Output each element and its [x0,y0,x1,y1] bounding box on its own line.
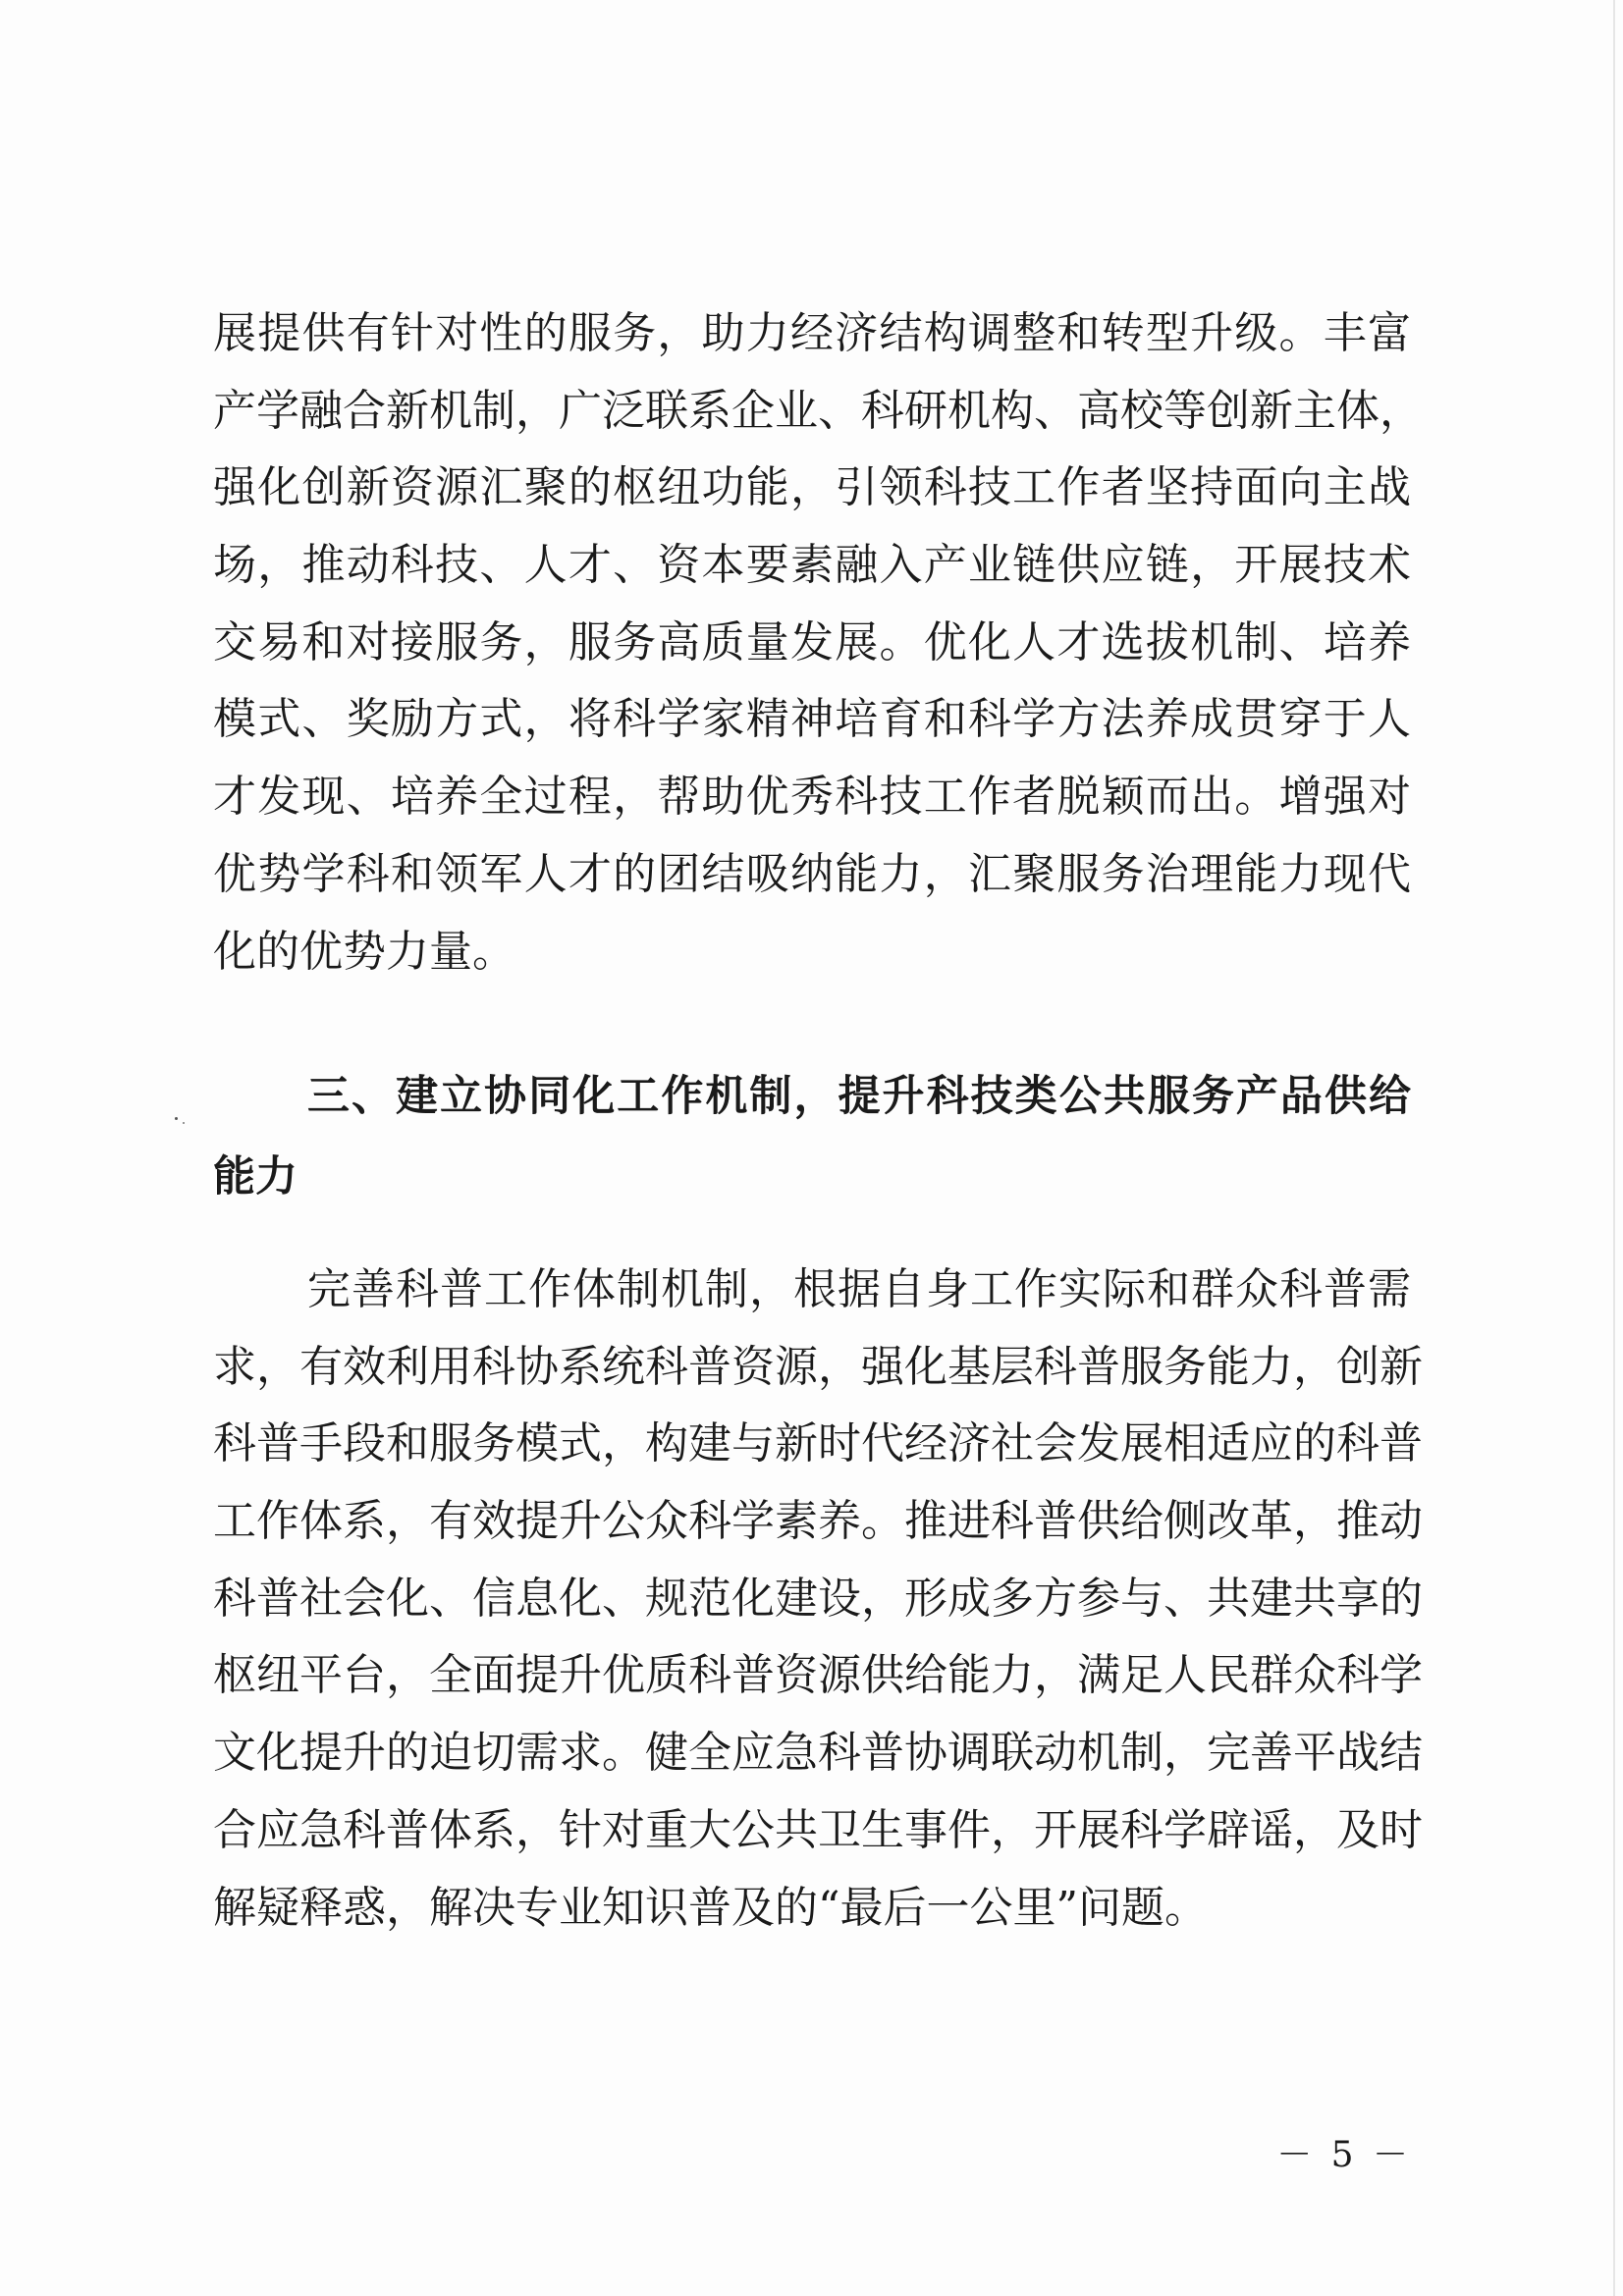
paragraph-line: 展提供有针对性的服务，助力经济结构调整和转型升级。丰富 [213,308,1411,358]
scan-edge-line [1613,0,1615,2296]
heading-line: 三、建立协同化工作机制，提升科技类公共服务产品供给 [307,1072,1411,1121]
section-heading [213,1056,1411,1217]
paragraph-line: 文化提升的迫切需求。健全应急科普协调联动机制，完善平战结 [213,1728,1423,1779]
paragraph-line: 工作体系，有效提升公众科学素养。推进科普供给侧改革，推动 [213,1496,1423,1547]
page-number: － 5 － [1276,2135,1412,2175]
heading-line: 能力 [213,1152,298,1201]
paragraph-line: 枢纽平台，全面提升优质科普资源供给能力，满足人民群众科学 [213,1650,1423,1701]
paragraph-line: 产学融合新机制，广泛联系企业、科研机构、高校等创新主体， [213,385,1423,436]
paragraph-line: 解疑释惑，解决专业知识普及的“最后一公里”问题。 [213,1882,1208,1933]
paragraph-line: 求，有效利用科协系统科普资源，强化基层科普服务能力，创新 [213,1341,1423,1392]
paragraph-line: 科普社会化、信息化、规范化建设，形成多方参与、共建共享的 [213,1573,1423,1624]
paragraph-line: 交易和对接服务，服务高质量发展。优化人才选拔机制、培养 [213,616,1411,667]
paragraph-line: 科普手段和服务模式，构建与新时代经济社会发展相适应的科普 [213,1418,1423,1469]
body-paragraph-2 [213,1252,1423,1947]
body-paragraph-1 [213,295,1423,990]
paragraph-line: 模式、奖励方式，将科学家精神培育和科学方法养成贯穿于人 [213,694,1411,745]
paragraph-line: 完善科普工作体制机制，根据自身工作实际和群众科普需 [307,1264,1411,1314]
paragraph-line: 才发现、培养全过程，帮助优秀科技工作者脱颖而出。增强对 [213,772,1411,823]
paragraph-line: 化的优势力量。 [213,926,515,977]
scan-speck [183,1122,185,1124]
paragraph-line: 强化创新资源汇聚的枢纽功能，引领科技工作者坚持面向主战 [213,462,1411,513]
paragraph-line: 合应急科普体系，针对重大公共卫生事件，开展科学辟谣，及时 [213,1804,1423,1855]
paragraph-line: 场，推动科技、人才、资本要素融入产业链供应链，开展技术 [213,540,1411,591]
scan-speck [175,1117,178,1120]
paragraph-line: 优势学科和领军人才的团结吸纳能力，汇聚服务治理能力现代 [213,848,1411,899]
